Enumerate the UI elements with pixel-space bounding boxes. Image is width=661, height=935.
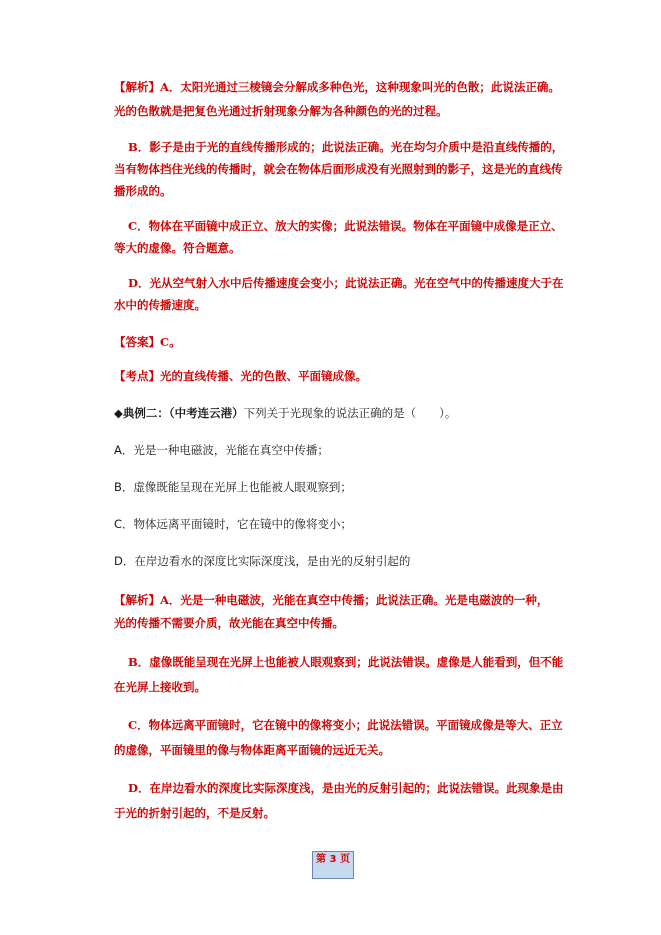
analysis1-line-c2: 等大的虚像。符合题意。 [114, 241, 241, 255]
analysis1-line-c1: C．物体在平面镜中成正立、放大的实像；此说法错误。物体在平面镜中成像是正立、 [128, 219, 563, 233]
analysis1-line-d1: D．光从空气射入水中后传播速度会变小；此说法正确。光在空气中的传播速度大于在 [128, 276, 564, 290]
analysis1-line-b1: B．影子是由于光的直线传播形成的；此说法正确。光在均匀介质中是沿直线传播的， [128, 140, 564, 154]
analysis1-point: 【考点】光的直线传播、光的色散、平面镜成像。 [114, 369, 367, 383]
example2-heading [114, 406, 564, 420]
page-number-box: 第 3 页 [312, 851, 354, 879]
example2-option-b: B．虚像既能呈现在光屏上也能被人眼观察到； [114, 480, 352, 494]
example2-title: 典例二：（中考连云港） [122, 406, 244, 420]
analysis1-line-b3: 播形成的。 [114, 184, 172, 198]
analysis2-line-b1: B．虚像既能呈现在光屏上也能被人眼观察到；此说法错误。虚像是人能看到，但不能 [128, 655, 564, 669]
example2-option-c: C．物体远离平面镜时，它在镜中的像将变小； [114, 517, 353, 531]
analysis1-line-a1: 【解析】A．太阳光通过三棱镜会分解成多种色光，这种现象叫光的色散；此说法正确。 [114, 80, 560, 94]
diamond-bullet-icon: ◆ [114, 406, 123, 420]
analysis1-line-b2: 当有物体挡住光线的传播时，就会在物体后面形成没有光照射到的影子，这是光的直线传 [114, 162, 563, 176]
example2-option-d: D．在岸边看水的深度比实际深度浅，是由光的反射引起的 [114, 554, 411, 568]
analysis2-line-a2: 光的传播不需要介质，故光能在真空中传播。 [114, 616, 344, 630]
analysis2-line-b2: 在光屏上接收到。 [114, 680, 206, 694]
analysis1-answer: 【答案】C。 [114, 335, 181, 349]
analysis1-line-a2: 光的色散就是把复色光通过折射现象分解为各种颜色的光的过程。 [114, 104, 448, 118]
analysis2-line-c2: 的虚像，平面镜里的像与物体距离平面镜的远近无关。 [114, 743, 390, 757]
analysis2-line-a1: 【解析】A．光是一种电磁波，光能在真空中传播；此说法正确。光是电磁波的一种， [114, 593, 549, 607]
example2-question: 下列关于光现象的说法正确的是（ ）。 [243, 406, 457, 420]
example2-option-a: A．光是一种电磁波，光能在真空中传播； [114, 443, 329, 457]
analysis2-line-c1: C．物体远离平面镜时，它在镜中的像将变小；此说法错误。平面镜成像是等大、正立 [128, 718, 563, 732]
analysis1-line-d2: 水中的传播速度。 [114, 298, 206, 312]
analysis2-line-d1: D．在岸边看水的深度比实际深度浅，是由光的反射引起的；此说法错误。此现象是由 [128, 781, 564, 795]
analysis2-line-d2: 于光的折射引起的，不是反射。 [114, 806, 275, 820]
